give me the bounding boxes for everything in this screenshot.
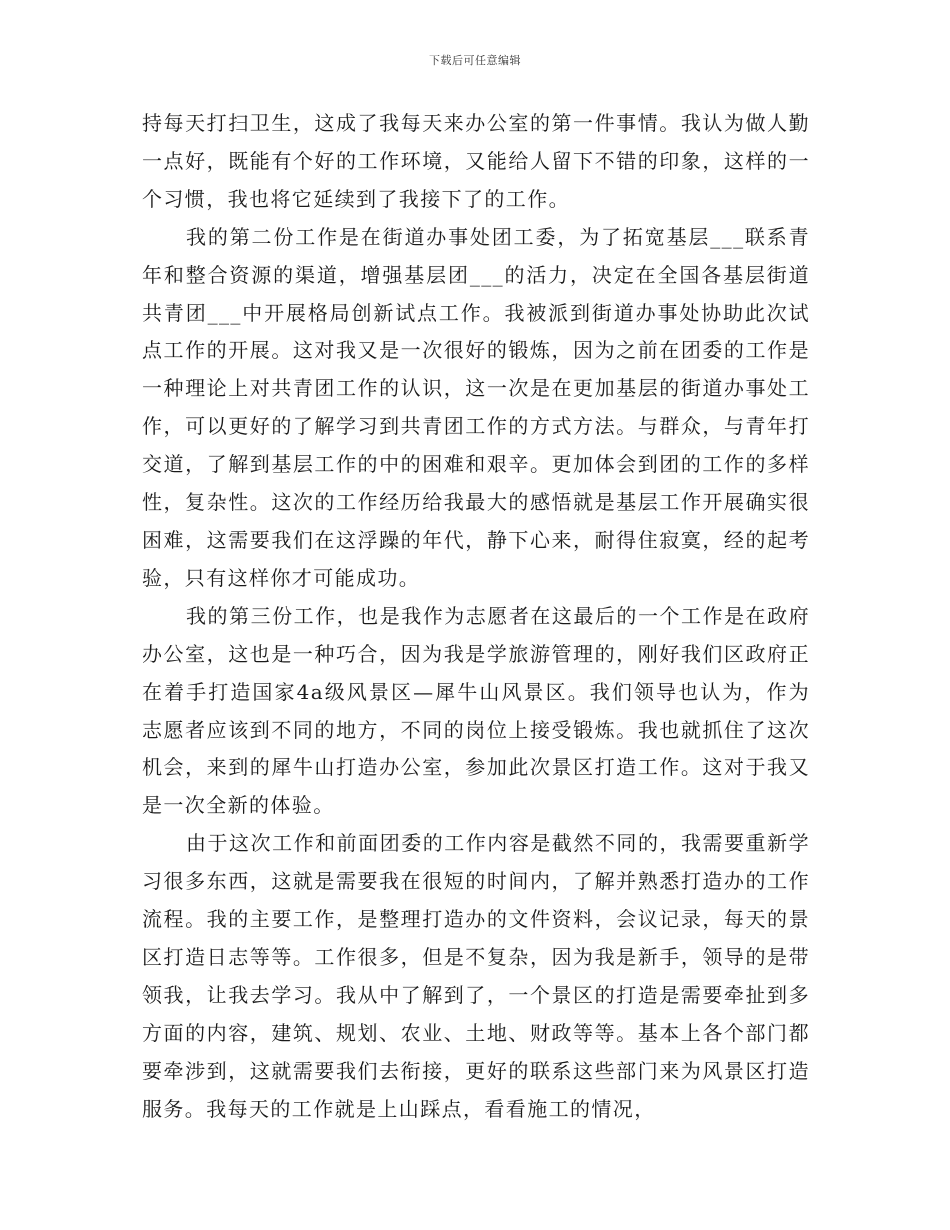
document-body <box>142 105 810 1128</box>
paragraph-3: 我的第三份工作，也是我作为志愿者在这最后的一个工作是在政府办公室，这也是一种巧合，因为我是学旅游管理的，刚好我们区政府正在着手打造国家4a级风景区—犀牛山风景区。我们领导也认为，作为志愿者应该到不同的地方，不同的岗位上接受锻炼。我也就抓住了这次机会，来到的犀牛山打造办公室，参加此次景区打造工作。这对于我又是一次全新的体验。 <box>142 603 810 818</box>
paragraph-1: 持每天打扫卫生，这成了我每天来办公室的第一件事情。我认为做人勤一点好，既能有个好的工作环境，又能给人留下不错的印象，这样的一个习惯，我也将它延续到了我接下了的工作。 <box>142 111 810 211</box>
page-header: 下载后可任意编辑 <box>429 54 521 67</box>
paragraph-2: 我的第二份工作是在街道办事处团工委，为了拓宽基层___联系青年和整合资源的渠道，增强基层团___的活力，决定在全国各基层街道共青团___中开展格局创新试点工作。我被派到街道办事处协助此次试点工作的开展。这对我又是一次很好的锻炼，因为之前在团委的工作是一种理论上对共青团工作的认识，这一次是在更加基层的街道办事处工作，可以更好的了解学习到共青团工作的方式方法。与群众，与青年打交道，了解到基层工作的中的困难和艰辛。更加体会到团的工作的多样性，复杂性。这次的工作经历给我最大的感悟就是基层工作开展确实很困难，这需要我们在这浮躁的年代，静下心来，耐得住寂寞，经的起考验，只有这样你才可能成功。 <box>142 224 810 590</box>
paragraph-4: 由于这次工作和前面团委的工作内容是截然不同的，我需要重新学习很多东西，这就是需要我在很短的时间内，了解并熟悉打造办的工作流程。我的主要工作，是整理打造办的文件资料，会议记录，每天的景区打造日志等等。工作很多，但是不复杂，因为我是新手，领导的是带领我，让我去学习。我从中了解到了，一个景区的打造是需要牵扯到多方面的内容，建筑、规划、农业、土地、财政等等。基本上各个部门都要牵涉到，这就需要我们去衔接，更好的联系这些部门来为风景区打造服务。我每天的工作就是上山踩点，看看施工的情况， <box>142 831 810 1121</box>
